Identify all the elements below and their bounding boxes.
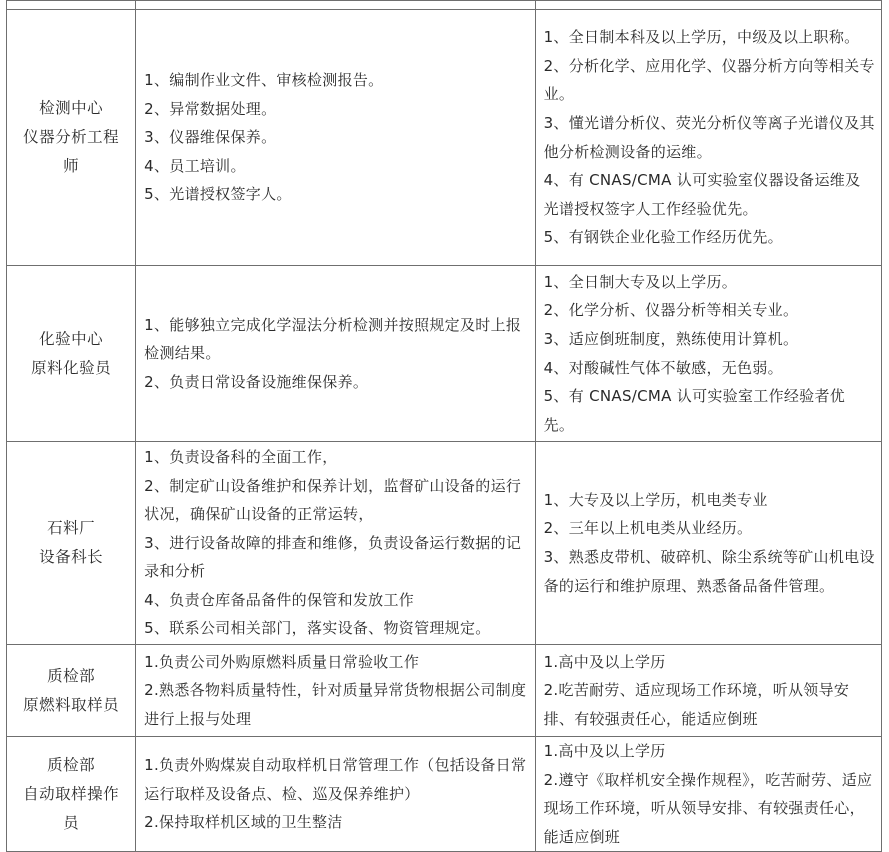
requirement-item: 1.高中及以上学历: [543, 652, 666, 671]
table-row: [7, 266, 882, 442]
position-line: 质检部: [47, 755, 96, 774]
position-cell: [7, 737, 136, 852]
requirement-item: 2、化学分析、仪器分析等相关专业。: [543, 301, 799, 320]
requirement-item: 3、适应倒班制度，熟练使用计算机。: [543, 329, 799, 348]
table-row: [7, 442, 882, 645]
table-cell: [7, 1, 136, 10]
requirement-item: 1、全日制本科及以上学历，中级及以上职称。: [543, 28, 860, 47]
job-table: [6, 0, 882, 852]
requirement-item: 1、大专及以上学历，机电类专业: [543, 490, 768, 509]
requirement-item: 5、有 CNAS/CMA 认可实验室工作经验者优先。: [543, 387, 846, 434]
duty-item: 4、负责仓库备品备件的保管和发放工作: [144, 590, 415, 609]
position-cell: [7, 10, 136, 266]
duty-item: 2、制定矿山设备维护和保养计划，监督矿山设备的运行状况，确保矿山设备的正常运转，: [144, 476, 522, 524]
position-line: 检测中心: [39, 99, 104, 117]
position-line: 原燃料取样员: [23, 695, 120, 714]
table-row: [7, 645, 882, 737]
table-row: [7, 10, 882, 266]
duty-item: 2.保持取样机区域的卫生整洁: [144, 813, 343, 832]
requirement-item: 1.高中及以上学历: [543, 742, 666, 760]
duty-item: 3、仪器维保保养。: [144, 128, 277, 147]
position-line: 设备科长: [39, 548, 104, 566]
position-line: 仪器分析工程: [23, 128, 120, 146]
requirements-cell: [535, 737, 881, 852]
duties-cell: [136, 645, 535, 737]
position-line: 质检部: [47, 666, 96, 685]
requirements-cell: [535, 266, 881, 442]
duty-item: 5、联系公司相关部门，落实设备、物资管理规定。: [144, 619, 491, 638]
requirement-item: 4、有 CNAS/CMA 认可实验室仪器设备运维及光谱授权签字人工作经验优先。: [543, 171, 861, 218]
position-line: 师: [63, 157, 80, 175]
requirements-cell: [535, 10, 881, 266]
requirement-item: 2.遵守《取样机安全操作规程》，吃苦耐劳、适应现场工作环境，听从领导安排、有较强责任心，能适应倒班: [543, 770, 873, 846]
duty-item: 5、光谱授权签字人。: [144, 185, 292, 204]
position-line: 石料厂: [47, 519, 96, 537]
duties-cell: [136, 442, 535, 645]
duty-item: 1.负责外购煤炭自动取样机日常管理工作（包括设备日常运行取样及设备点、检、巡及保养维护）: [144, 756, 527, 803]
position-cell: [7, 442, 136, 645]
requirements-cell: [535, 645, 881, 737]
requirement-item: 2、分析化学、应用化学、仪器分析方向等相关专业。: [543, 56, 875, 104]
duties-cell: [136, 10, 535, 266]
duty-item: 3、进行设备故障的排查和维修，负责设备运行数据的记录和分析: [144, 533, 522, 581]
table-cell: [535, 1, 881, 10]
duty-item: 4、员工培训。: [144, 156, 246, 175]
requirement-item: 3、熟悉皮带机、破碎机、除尘系统等矿山机电设备的运行和维护原理、熟悉备品备件管理。: [543, 548, 875, 595]
position-line: 原料化验员: [31, 358, 112, 377]
duties-cell: [136, 737, 535, 852]
position-line: 员: [63, 813, 80, 832]
requirement-item: 5、有钢铁企业化验工作经历优先。: [543, 228, 783, 247]
duty-item: 1、能够独立完成化学湿法分析检测并按照规定及时上报检测结果。: [144, 315, 522, 363]
table-cell: [136, 1, 535, 10]
duty-item: 2.熟悉各物料质量特性，针对质量异常货物根据公司制度进行上报与处理: [144, 681, 527, 728]
requirements-cell: [535, 442, 881, 645]
duty-item: 2、异常数据处理。: [144, 99, 277, 118]
duties-cell: [136, 266, 535, 442]
position-line: 自动取样操作: [23, 784, 120, 803]
requirement-item: 3、懂光谱分析仪、荧光分析仪等离子光谱仪及其他分析检测设备的运维。: [543, 113, 875, 161]
duty-item: 2、负责日常设备设施维保保养。: [144, 372, 369, 391]
position-cell: [7, 645, 136, 737]
requirement-item: 2.吃苦耐劳、适应现场工作环境，听从领导安排、有较强责任心，能适应倒班: [543, 681, 850, 728]
table-row-top-fragment: [7, 1, 882, 10]
duty-item: 1.负责公司外购原燃料质量日常验收工作: [144, 652, 420, 671]
duty-item: 1、负责设备科的全面工作，: [144, 447, 338, 466]
table-row: [7, 737, 882, 852]
requirement-item: 4、对酸碱性气体不敏感，无色弱。: [543, 358, 783, 377]
requirement-item: 1、全日制大专及以上学历。: [543, 272, 738, 291]
duty-item: 1、编制作业文件、审核检测报告。: [144, 71, 384, 90]
position-cell: [7, 266, 136, 442]
requirement-item: 2、三年以上机电类从业经历。: [543, 519, 753, 538]
position-line: 化验中心: [39, 329, 104, 348]
